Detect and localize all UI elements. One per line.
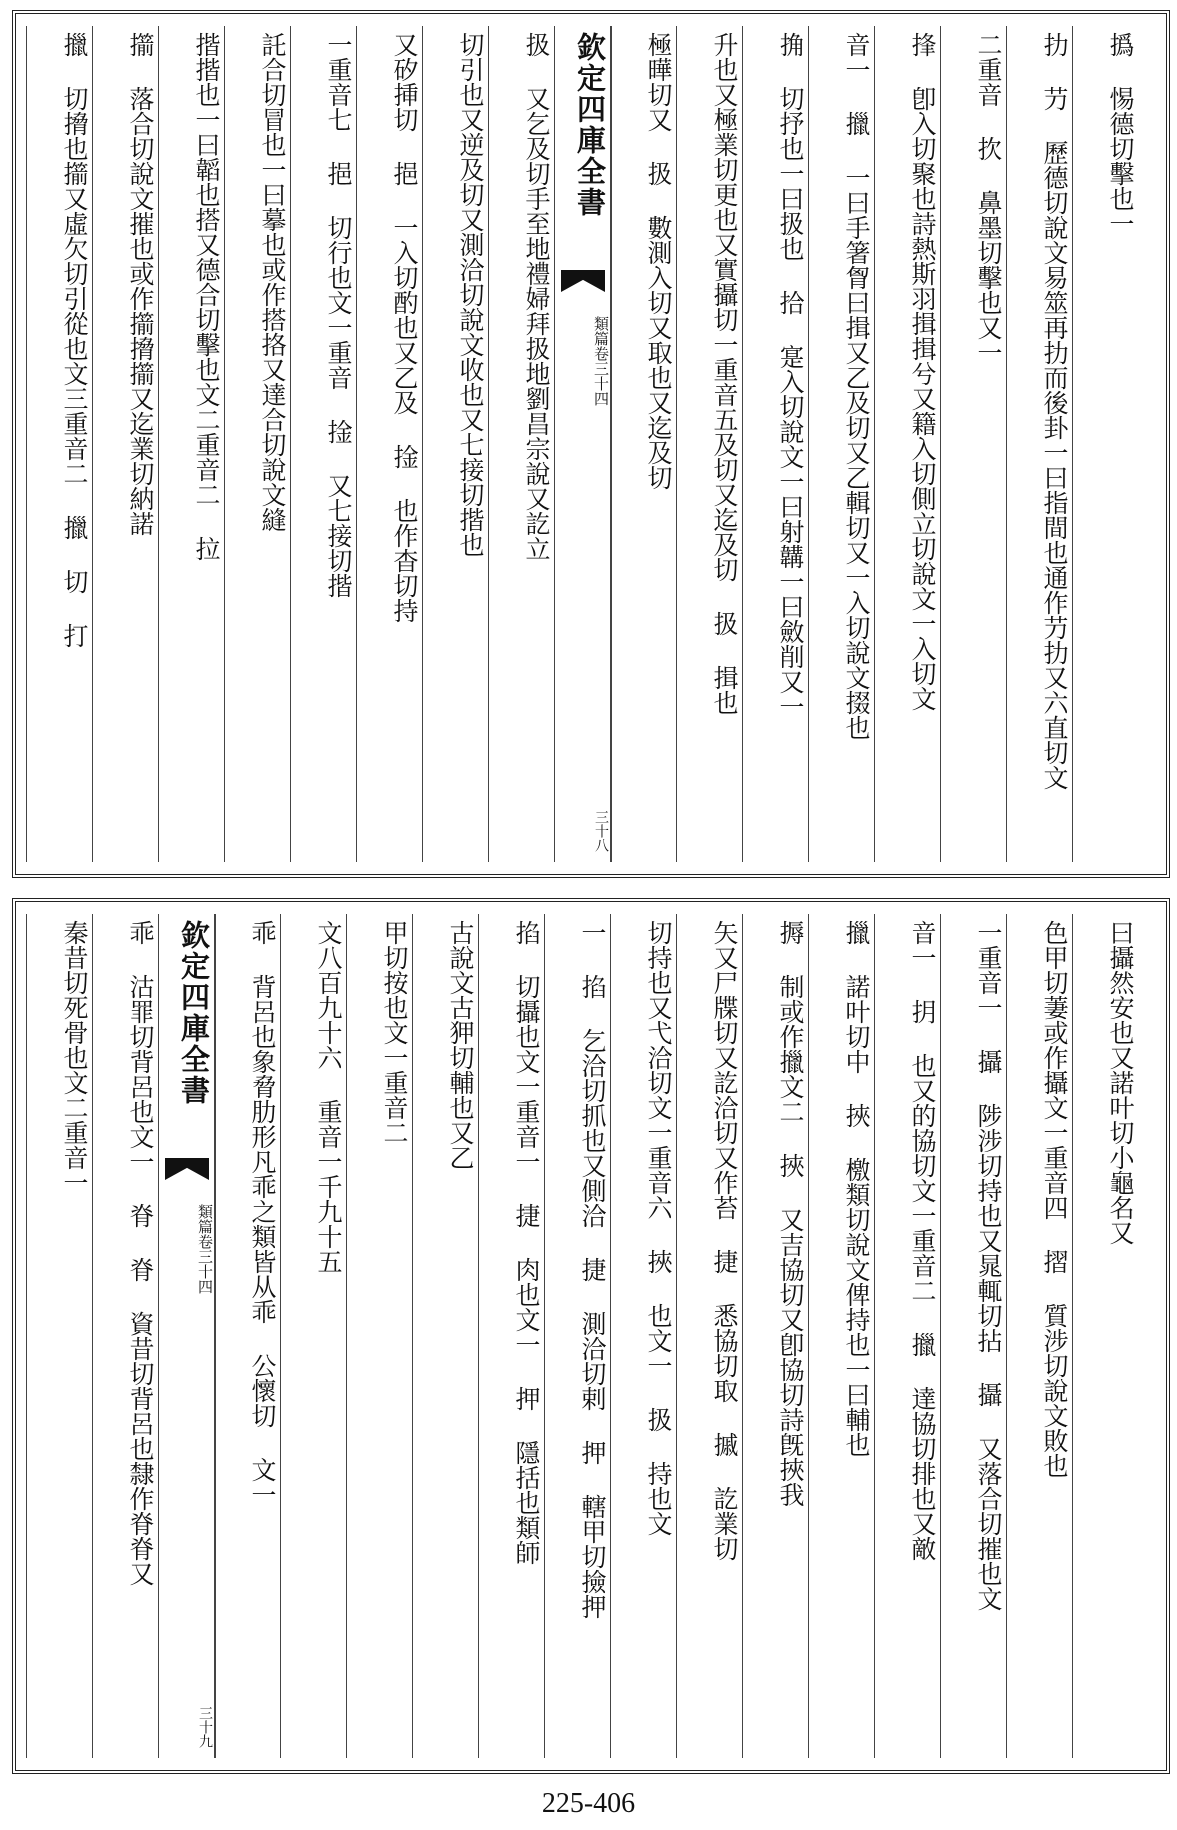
juan-label: 類篇卷三十四	[196, 1204, 214, 1294]
text-column: 擸 切搚也擶又虛欠切引從也文三重音二 擸 切 打	[26, 26, 90, 862]
text-column: 掐 切攝也文一重音一 捷 肉也文一 押 隱括也類師	[478, 914, 542, 1758]
text-column: 揩揩也一曰韜也搭又德合切擊也文二重音二 拉	[158, 26, 222, 862]
book-title: 欽定四庫全書	[573, 32, 607, 218]
center-margin	[554, 26, 612, 862]
text-column: 搙 制或作擸文二 挾 又吉協切又卽協切詩旣挾我	[742, 914, 806, 1758]
text-column: 撝 惕德切擊也一	[1072, 26, 1136, 862]
text-column: 乖 背呂也象脅肋形凡乖之類皆从乖 公懷切 文一	[214, 914, 278, 1758]
text-column: 矢又尸牒切又訖洽切又作苔 捷 悉協切取 摵 訖業切	[676, 914, 740, 1758]
text-column: 擸 諾叶切中 挾 檄類切說文俾持也一曰輔也	[808, 914, 872, 1758]
upper-page	[12, 10, 1170, 878]
folio-number: 三十八	[593, 810, 609, 852]
text-column: 曰攝然安也又諾叶切小龜名又	[1072, 914, 1136, 1758]
text-column: 色甲切萋或作攝文一重音四 摺 質涉切說文敗也	[1006, 914, 1070, 1758]
juan-label: 類篇卷三十四	[592, 316, 610, 406]
text-column: 捀 卽入切聚也詩熱斯羽揖揖兮又籍入切側立切說文一入切文	[874, 26, 938, 862]
text-column: 甲切按也文一重音二	[346, 914, 410, 1758]
book-title: 欽定四庫全書	[177, 920, 211, 1106]
text-column: 秦昔切死骨也文二重音一	[26, 914, 90, 1758]
page-number: 225-406	[541, 1788, 636, 1819]
text-column: 一 掐 乞洽切抓也又側洽 捷 測洽切剌 押 轄甲切撿押	[544, 914, 608, 1758]
text-column: 古說文古狎切輔也又乙	[412, 914, 476, 1758]
fishtail-mark	[561, 270, 605, 292]
folio-number: 三十九	[197, 1706, 213, 1748]
center-margin	[158, 914, 216, 1758]
text-column: 切持也又弋洽切文一重音六 挾 也文一 扱 持也文	[610, 914, 674, 1758]
fishtail-mark	[165, 1158, 209, 1180]
text-column: 極曄切又 扱 數測入切又取也又迄及切	[610, 26, 674, 862]
text-column: 升也又極業切更也又實攝切一重音五及切又迄及切 扱 揖也	[676, 26, 740, 862]
text-column: 乖 沽罪切背呂也文一 脊 脊 資昔切背呂也隸作脊脊又	[92, 914, 156, 1758]
text-column: 擶 落合切說文摧也或作擶搚擶又迄業切納諾	[92, 26, 156, 862]
text-column: 一重音一 攝 陟涉切持也又晁輒切拈 攝 又落合切摧也文	[940, 914, 1004, 1758]
text-column: 又矽挿切 挹 一入切酌也又乙及 捦 也作杳切持	[356, 26, 420, 862]
text-column: 扐 芀 歷德切說文易筮再扐而後卦一曰指間也通作芀扐又六直切文	[1006, 26, 1070, 862]
text-column: 一重音七 挹 切行也文一重音 捦 又七接切揩	[290, 26, 354, 862]
text-column: 託合切冒也一曰摹也或作搭挌又達合切說文縫	[224, 26, 288, 862]
text-column: 二重音 扻 鼻墨切擊也又一	[940, 26, 1004, 862]
text-column: 切引也又逆及切又測洽切說文收也又七接切揩也	[422, 26, 486, 862]
text-column: 音一 擸 一曰手箸胷曰揖又乙及切又乙輯切又一入切說文掇也	[808, 26, 872, 862]
text-column: 文八百九十六 重音一千九十五	[280, 914, 344, 1758]
text-column: 音一 抈 也又的協切文一重音二 擸 達協切排也又敵	[874, 914, 938, 1758]
lower-page	[12, 898, 1170, 1774]
upper-text-columns	[24, 26, 1158, 862]
text-column: 捔 切抒也一曰扱也 拾 寔入切說文一曰射韝一曰斂削又一	[742, 26, 806, 862]
lower-text-columns	[24, 914, 1158, 1758]
text-column: 扱 又乞及切手至地禮婦拜扱地劉昌宗說又訖立	[488, 26, 552, 862]
